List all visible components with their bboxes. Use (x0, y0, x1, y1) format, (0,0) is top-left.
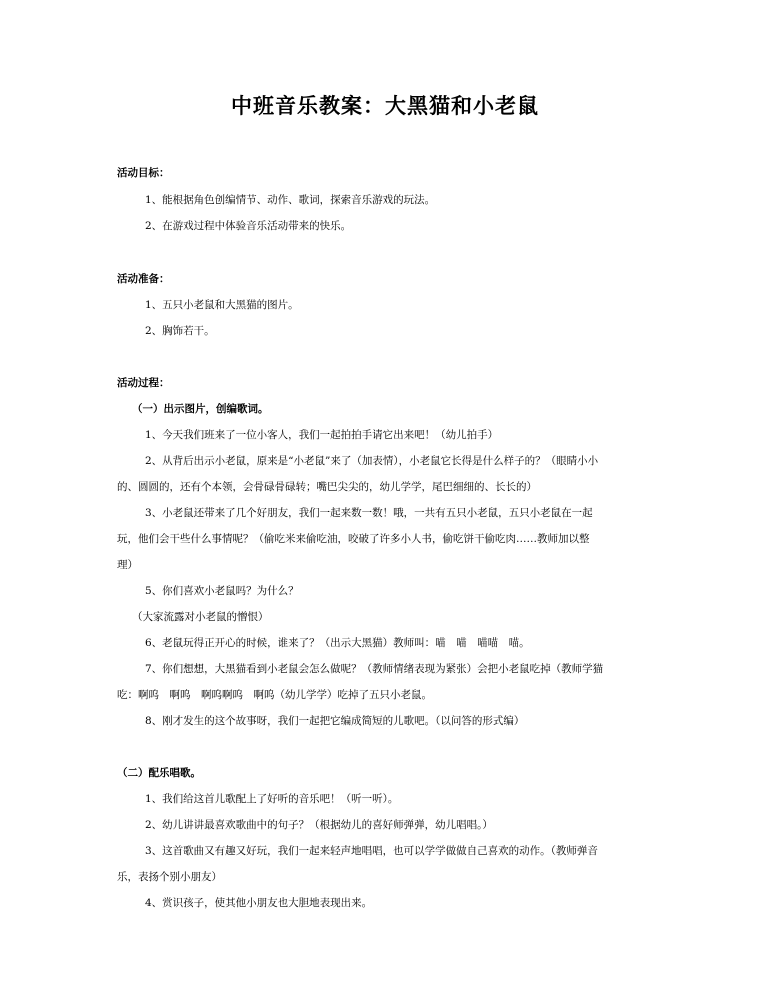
process-step-2b: 的、圆圆的，还有个本领，会骨碌骨碌转；嘴巴尖尖的，幼儿学学，尾巴细细的、长长的） (117, 481, 537, 493)
process-step-3b: 玩，他们会干些什么事情呢？（偷吃米来偷吃油，咬破了许多小人书，偷吃饼干偷吃肉……教师加以整 (117, 533, 590, 545)
process-step-7a: 7、你们想想，大黑猫看到小老鼠会怎么做呢？（教师情绪表现为紧张）会把小老鼠吃掉（教师学猫 (145, 663, 604, 675)
part2-step-2: 2、幼儿讲讲最喜欢歌曲中的句子？（根据幼儿的喜好师弹弹，幼儿唱唱。） (145, 819, 493, 831)
process-step-3a: 3、小老鼠还带来了几个好朋友，我们一起来数一数！哦，一共有五只小老鼠，五只小老鼠在一起 (145, 507, 593, 519)
part1-heading: （一）出示图片，创编歌词。 (132, 403, 269, 415)
process-step-6: 6、老鼠玩得正开心的时候，谁来了？（出示大黑猫）教师叫：喵 喵 喵喵 喵。 (145, 637, 530, 649)
process-step-5: 5、你们喜欢小老鼠吗？为什么？ (145, 585, 299, 597)
part2-step-4: 4、赏识孩子，使其他小朋友也大胆地表现出来。 (145, 897, 373, 909)
process-step-8: 8、刚才发生的这个故事呀，我们一起把它编成简短的儿歌吧。（以问答的形式编） (145, 715, 525, 727)
part2-step-1: 1、我们给这首儿歌配上了好听的音乐吧！（听一听）。 (145, 793, 399, 805)
part2-step-3b: 乐，表扬个别小朋友） (117, 871, 222, 883)
process-step-1: 1、今天我们班来了一位小客人，我们一起拍拍手请它出来吧！（幼儿拍手） (145, 429, 499, 441)
process-step-2a: 2、从背后出示小老鼠，原来是“小老鼠”来了（加表情），小老鼠它长得是什么样子的？（眼睛小小 (145, 455, 599, 467)
prep-heading: 活动准备： (117, 273, 170, 285)
goal-item-1: 1、能根据角色创编情节、动作、歌词，探索音乐游戏的玩法。 (145, 194, 436, 206)
part2-step-3a: 3、这首歌曲又有趣又好玩，我们一起来轻声地唱唱，也可以学学做做自己喜欢的动作。（教师弹音 (145, 845, 598, 857)
process-step-5-note: （大家流露对小老鼠的憎恨） (132, 611, 269, 623)
process-step-7b: 吃：啊呜 啊呜 啊呜啊呜 啊呜（幼儿学学）吃掉了五只小老鼠。 (117, 689, 432, 701)
prep-item-1: 1、五只小老鼠和大黑猫的图片。 (145, 299, 299, 311)
goals-heading: 活动目标： (117, 167, 170, 179)
process-heading: 活动过程： (117, 377, 170, 389)
prep-item-2: 2、胸饰若干。 (145, 325, 215, 337)
process-step-3c: 理） (117, 559, 138, 571)
goal-item-2: 2、在游戏过程中体验音乐活动带来的快乐。 (145, 220, 352, 232)
document-title: 中班音乐教案：大黑猫和小老鼠 (231, 93, 539, 118)
part2-heading: （二）配乐唱歌。 (117, 767, 201, 779)
